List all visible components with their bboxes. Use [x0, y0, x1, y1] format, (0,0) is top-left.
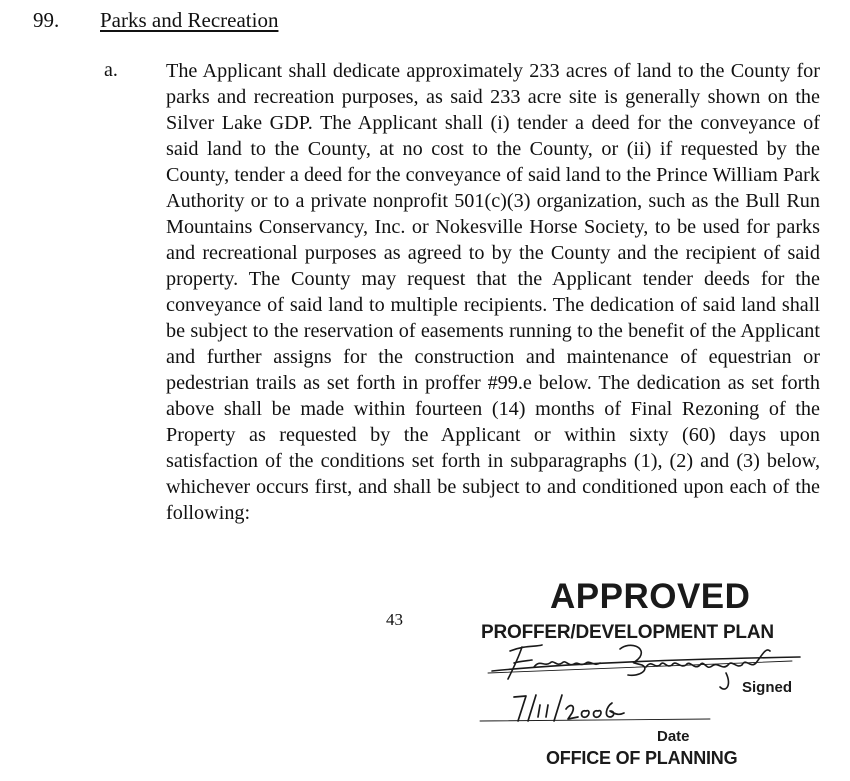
item-label: a. — [104, 59, 118, 81]
section-title: Parks and Recreation — [100, 8, 279, 32]
stamp-plan-label: PROFFER/DEVELOPMENT PLAN — [481, 622, 774, 643]
page-number: 43 — [386, 610, 403, 629]
stamp-date-label: Date — [657, 728, 690, 745]
stamp-approved-heading: APPROVED — [550, 577, 751, 616]
stamp-signed-label: Signed — [742, 679, 793, 696]
item-paragraph: The Applicant shall dedicate approximately 233 acres of land to the County for parks and recreation purposes, as said 233 acre site is generally shown on the Silver Lake GDP. The Applicant shall (i) tender a deed for the conveyance of said land to the County, at no cost to the County, or (ii) if requested by the County, tender a deed for the conveyance of said land to the Prince William Park Authority or to a private nonprofit 501(c)(3) organization, such as the Bull Run Mountains Conservancy, Inc. or Nokesville Horse Society, to be used for parks and recreational purposes as agreed to by the County and the recipient of said property. The County may request that the Applicant tender deeds for the conveyance of said land to multiple recipients. The dedication of said land shall be subject to the reservation of easements running to the benefit of the Applicant and further assigns for the construction and maintenance of equestrian or pedestrian trails as set forth in proffer #99.e below. The dedication as set forth above shall be made within fourteen (14) months of Final Rezoning of the Property as requested by the Applicant or within sixty (60) days upon satisfaction of the conditions set forth in subparagraphs (1), (2) and (3) below, whichever occurs first, and shall be subject to and conditioned upon each of the following: — [166, 60, 820, 524]
section-number: 99. — [33, 8, 60, 32]
approval-stamp — [470, 575, 820, 781]
stamp-office-label: OFFICE OF PLANNING — [546, 748, 738, 768]
